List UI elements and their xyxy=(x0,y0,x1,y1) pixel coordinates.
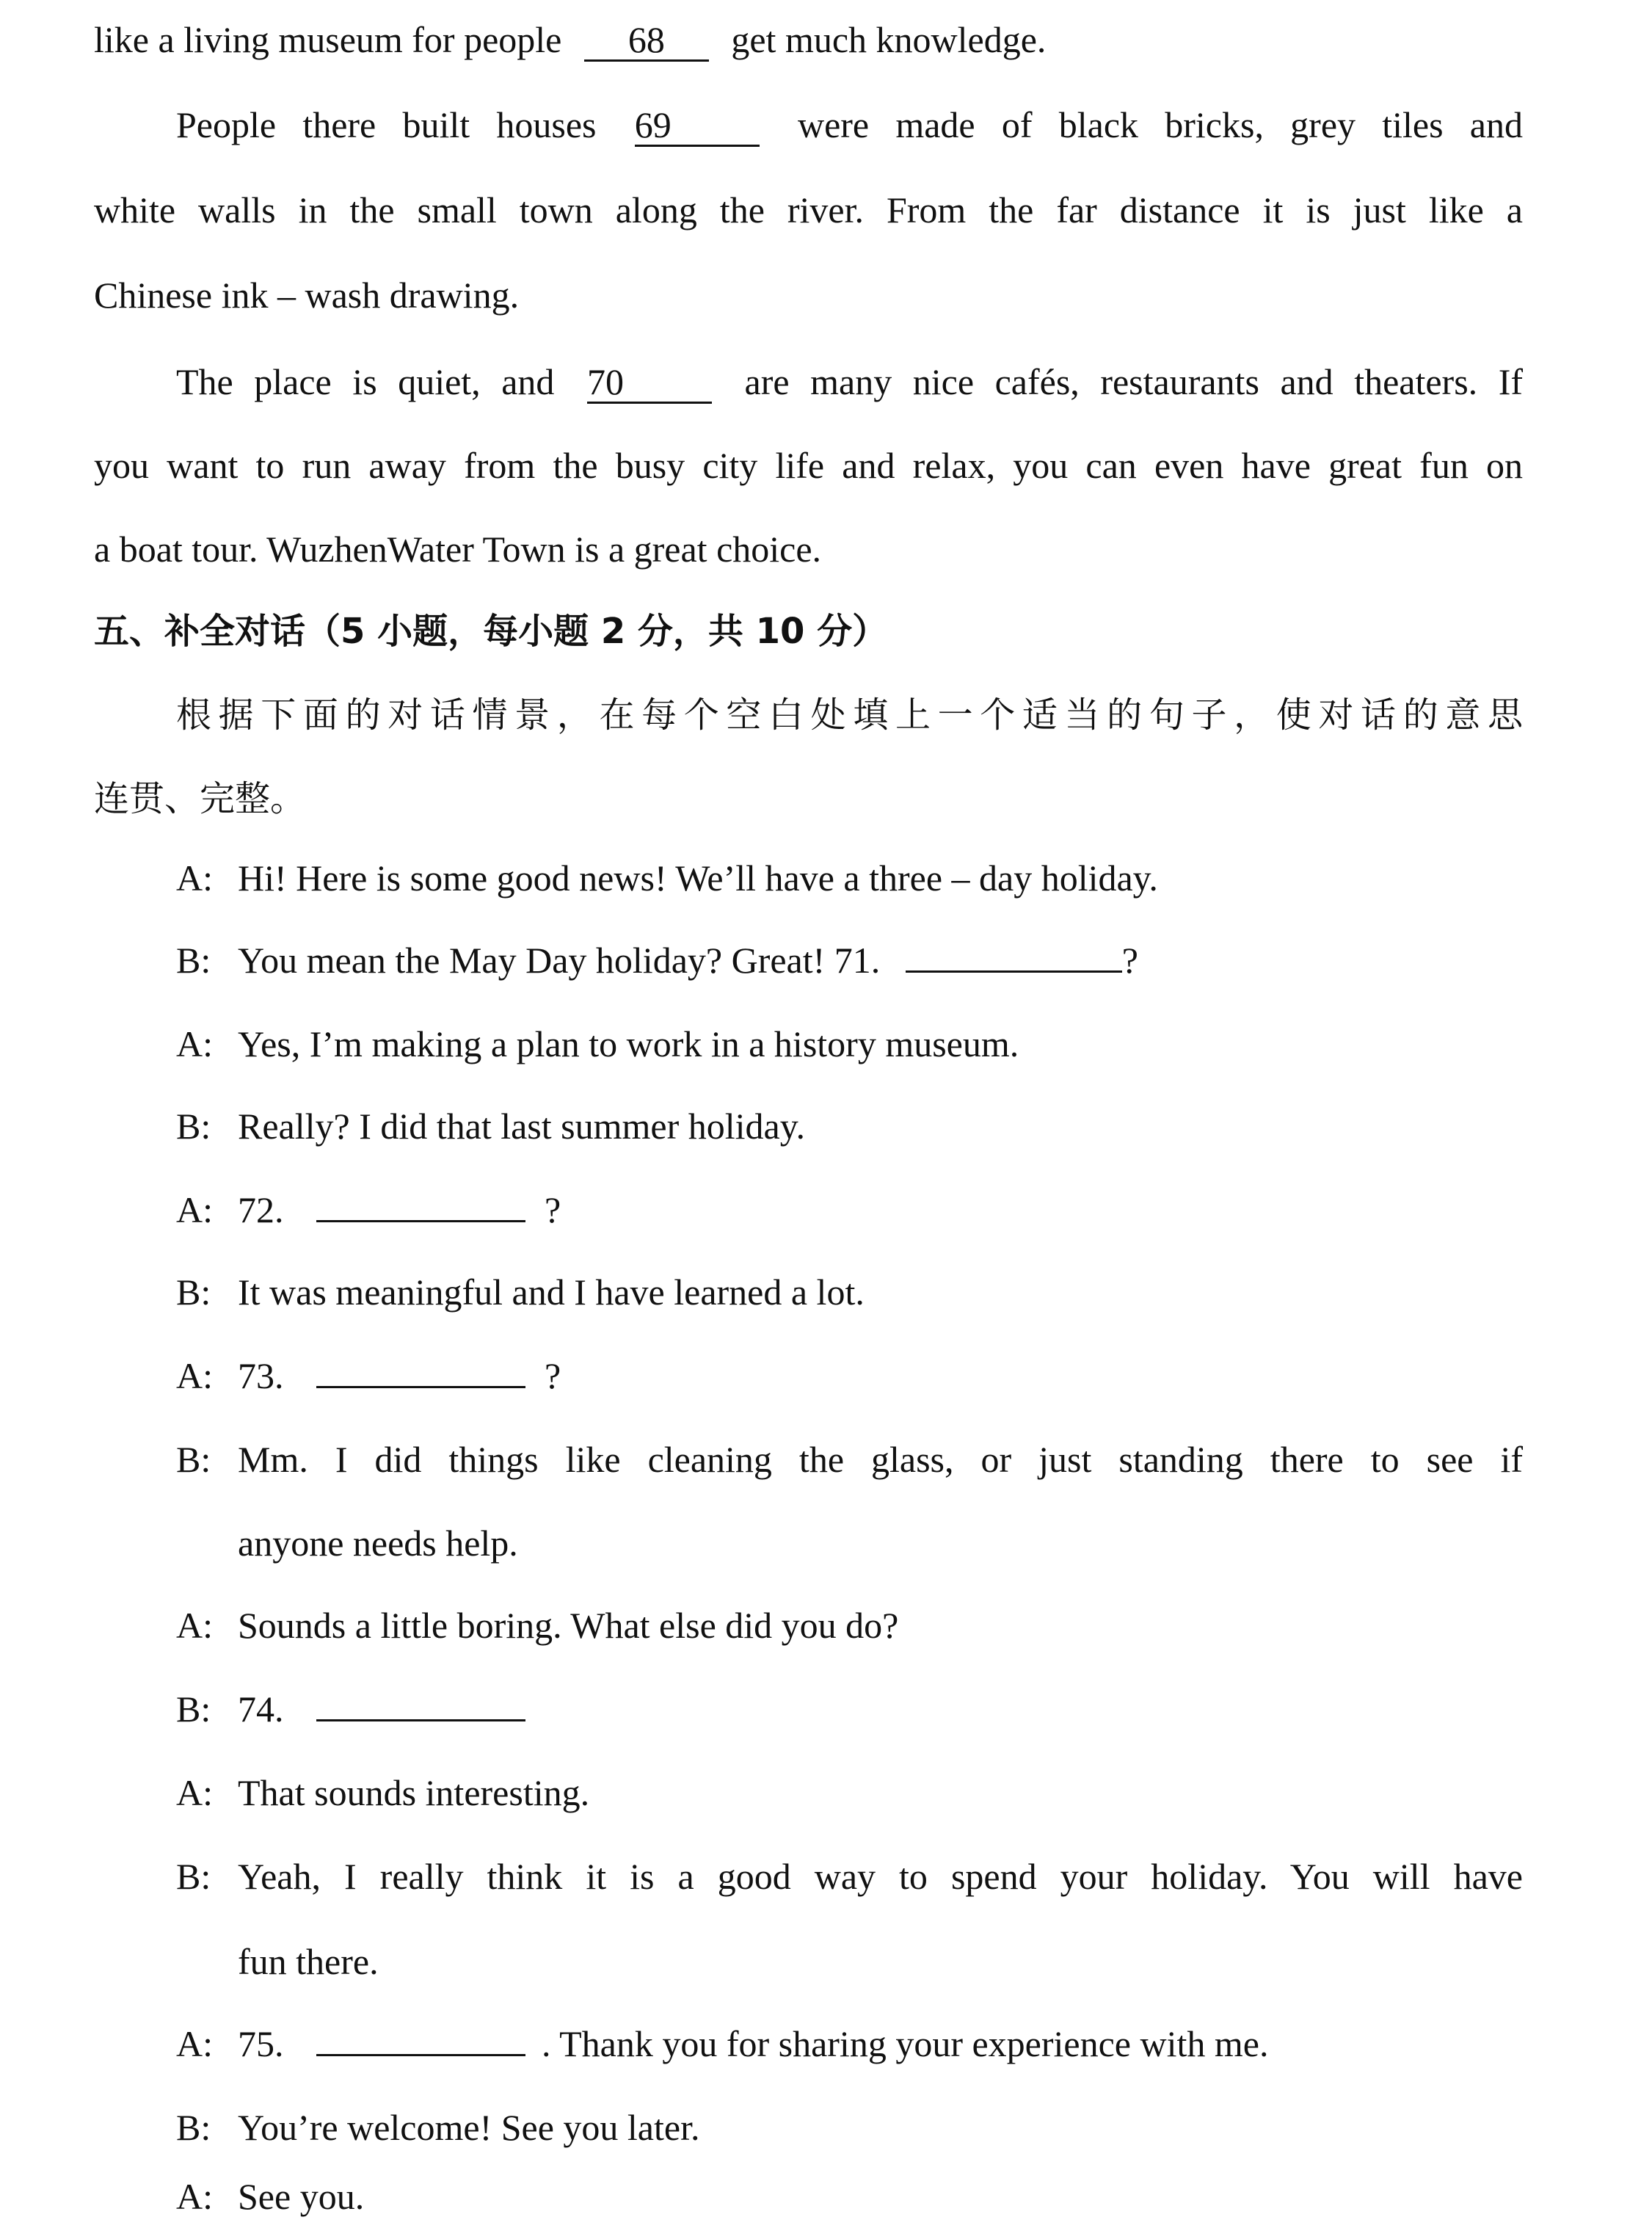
speaker-label: B: xyxy=(176,2107,211,2148)
passage-text: were made of black bricks, grey tiles and xyxy=(797,104,1523,145)
dialogue-text: It was meaningful and I have learned a lot. xyxy=(238,1271,865,1313)
speaker-label: B: xyxy=(176,1688,211,1730)
dialogue-line-12 xyxy=(176,1853,1523,1900)
dialogue-line-3 xyxy=(176,1020,1019,1067)
speaker-label: B: xyxy=(176,1271,211,1313)
answer-blank-72 xyxy=(316,1186,525,1222)
speaker-label: A: xyxy=(176,1189,213,1230)
speaker-label: A: xyxy=(176,1355,213,1396)
answer-blank-73 xyxy=(316,1352,525,1388)
passage-text: get much knowledge. xyxy=(731,19,1047,60)
dialogue-line-9 xyxy=(176,1602,898,1649)
dialogue-text: Hi! Here is some good news! We’ll have a three – day holiday. xyxy=(238,857,1158,899)
speaker-label: A: xyxy=(176,2023,213,2064)
dialogue-text: . Thank you for sharing your experience with me. xyxy=(542,2023,1269,2064)
dialogue-line-11 xyxy=(176,1769,589,1816)
speaker-label: A: xyxy=(176,1605,213,1646)
answer-blank-68: 68 xyxy=(584,20,709,62)
speaker-label: B: xyxy=(176,940,211,981)
dialogue-text: ? xyxy=(1121,940,1138,981)
dialogue-text: That sounds interesting. xyxy=(238,1772,590,1813)
dialogue-text: Yeah, I really think it is a good way to spend your holiday. You will have xyxy=(238,1856,1523,1897)
speaker-label: A: xyxy=(176,2176,213,2217)
passage-line-4 xyxy=(94,272,519,319)
answer-blank-75 xyxy=(316,2020,525,2056)
speaker-label: A: xyxy=(176,857,213,899)
dialogue-text: ? xyxy=(545,1189,561,1230)
dialogue-line-12-cont: fun there. xyxy=(238,1941,379,1982)
passage-line-2 xyxy=(176,101,1523,148)
speaker-label: A: xyxy=(176,1023,213,1064)
dialogue-text: Yes, I’m making a plan to work in a history museum. xyxy=(238,1023,1019,1064)
dialogue-text: 74. xyxy=(238,1688,284,1730)
speaker-label: A: xyxy=(176,1772,213,1813)
passage-line-3 xyxy=(94,186,1523,233)
speaker-label: B: xyxy=(176,1856,211,1897)
section-instruction-cont: 连贯、完整。 xyxy=(94,778,306,819)
passage-text: you want to run away from the busy city life and relax, you can even have great fun on xyxy=(94,445,1523,486)
instruction-text: 根据下面的对话情景，在每个空白处填上一个适当的句子，使对话的意思 xyxy=(176,694,1523,736)
dialogue-line-8-cont: anyone needs help. xyxy=(238,1523,518,1564)
dialogue-text: Really? I did that last summer holiday. xyxy=(238,1106,805,1147)
dialogue-text: ? xyxy=(545,1355,561,1396)
dialogue-line-7 xyxy=(176,1352,561,1399)
speaker-label: B: xyxy=(176,1106,211,1147)
passage-text: like a living museum for people xyxy=(94,19,562,60)
dialogue-text: 75. xyxy=(238,2023,284,2064)
passage-text: white walls in the small town along the river. From the far distance it is just like a xyxy=(94,189,1523,231)
dialogue-text: See you. xyxy=(238,2176,365,2217)
passage-text: are many nice cafés, restaurants and theaters. If xyxy=(744,361,1524,402)
dialogue-line-13 xyxy=(176,2020,1268,2067)
dialogue-line-8 xyxy=(176,1436,1523,1483)
passage-line-6 xyxy=(94,442,1523,489)
dialogue-line-2 xyxy=(176,937,1138,984)
dialogue-text: Mm. I did things like cleaning the glass, or just standing there to see if xyxy=(238,1439,1523,1480)
dialogue-line-5 xyxy=(176,1186,561,1233)
passage-text: People there built houses xyxy=(176,104,597,145)
section-instruction xyxy=(176,692,1523,739)
answer-blank-69: 69 xyxy=(635,105,760,147)
passage-line-5 xyxy=(176,358,1523,405)
dialogue-line-6 xyxy=(176,1269,865,1316)
speaker-label: B: xyxy=(176,1439,211,1480)
dialogue-line-1 xyxy=(176,854,1158,901)
dialogue-text: Sounds a little boring. What else did you do? xyxy=(238,1605,899,1646)
dialogue-line-14 xyxy=(176,2104,699,2151)
passage-line-7 xyxy=(94,526,821,573)
answer-blank-71 xyxy=(906,937,1122,973)
section-title: 五、补全对话（5 小题，每小题 2 分，共 10 分） xyxy=(94,611,888,652)
passage-line-1 xyxy=(94,16,1046,63)
dialogue-text: 73. xyxy=(238,1355,284,1396)
dialogue-line-15 xyxy=(176,2173,364,2220)
dialogue-line-4 xyxy=(176,1103,805,1150)
passage-text: Chinese ink – wash drawing. xyxy=(94,275,520,316)
dialogue-text: You’re welcome! See you later. xyxy=(238,2107,700,2148)
dialogue-text: You mean the May Day holiday? Great! 71. xyxy=(238,940,881,981)
dialogue-line-10 xyxy=(176,1685,525,1732)
passage-text: The place is quiet, and xyxy=(176,361,555,402)
answer-blank-74 xyxy=(316,1685,525,1721)
dialogue-text: 72. xyxy=(238,1189,284,1230)
passage-text: a boat tour. WuzhenWater Town is a great choice. xyxy=(94,529,822,570)
answer-blank-70: 70 xyxy=(587,362,712,404)
